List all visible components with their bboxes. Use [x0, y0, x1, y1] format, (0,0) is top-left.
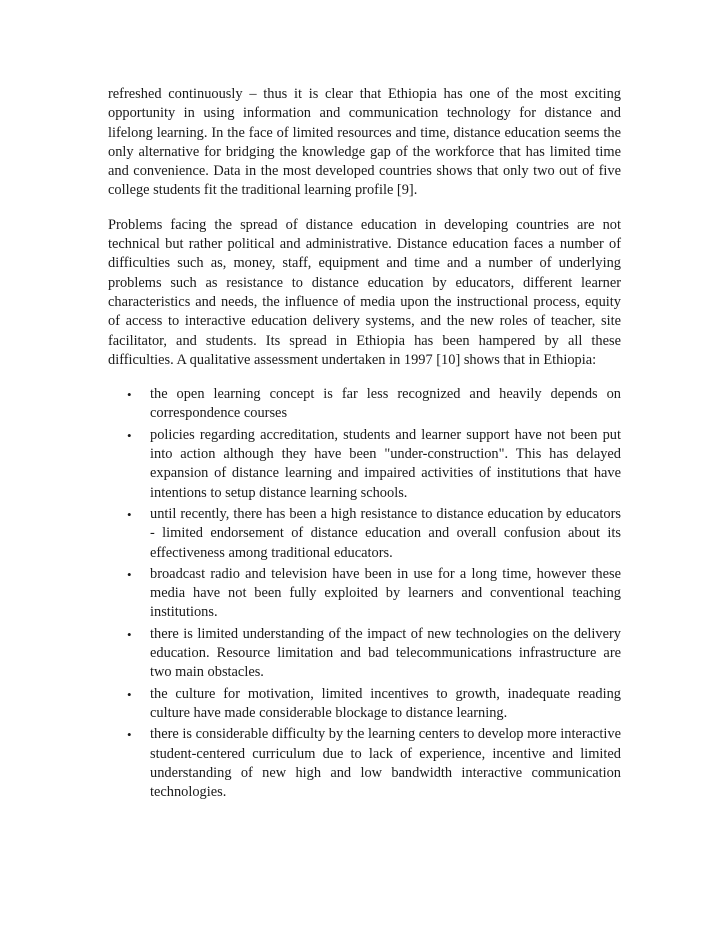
- list-item-text: there is considerable difficulty by the learning centers to develop more interactive student-centered curriculum due to lack of experience, incentive and limited understanding of new high and low bandwidth interactive communication technologies.: [150, 726, 621, 801]
- bullet-icon: •: [127, 427, 132, 443]
- bullet-icon: •: [127, 506, 132, 522]
- list-item: [108, 625, 621, 683]
- list-item: [108, 426, 621, 503]
- paragraph-ict-opportunity: refreshed continuously – thus it is clear that Ethiopia has one of the most exciting opportunity in using information and communication technology for distance and lifelong learning. In the face of limited resources and time, distance education seems the only alternative for bridging the knowledge gap of the workforce that has limited time and convenience. Data in the most developed countries shows that only two out of five college students fit the traditional learning profile [9].: [108, 86, 621, 199]
- bullet-icon: •: [127, 566, 132, 582]
- list-item: [108, 685, 621, 724]
- bullet-icon: •: [127, 387, 132, 403]
- bullet-icon: •: [127, 727, 132, 743]
- list-item: [108, 505, 621, 563]
- list-item-text: broadcast radio and television have been in use for a long time, however these media have not been fully exploited by learners and conventional teaching institutions.: [150, 565, 621, 621]
- list-item: [108, 385, 621, 424]
- assessment-bullet-list: [108, 385, 621, 802]
- list-item-text: policies regarding accreditation, students and learner support have not been put into action although they have been "under-construction". This has delayed expansion of distance learning and impaired activities of institutions that have intentions to setup distance learning schools.: [150, 426, 621, 501]
- paragraph-problems: Problems facing the spread of distance education in developing countries are not technical but rather political and administrative. Distance education faces a number of difficulties such as, money, staff, equipment and time and a number of underlying problems such as resistance to distance education by educators, different learner characteristics and needs, the influence of media upon the instructional process, equity of access to interactive education delivery systems, and the new roles of teacher, site facilitator, and students. Its spread in Ethiopia has been hampered by all these difficulties. A qualitative assessment undertaken in 1997 [10] shows that in Ethiopia:: [108, 216, 621, 368]
- document-page: [108, 85, 621, 804]
- bullet-icon: •: [127, 686, 132, 702]
- list-item-text: until recently, there has been a high resistance to distance education by educators - limited endorsement of distance education and overall confusion about its effectiveness among traditional educators.: [150, 505, 621, 561]
- list-item-text: the open learning concept is far less recognized and heavily depends on correspondence courses: [150, 386, 621, 422]
- list-item-text: there is limited understanding of the impact of new technologies on the delivery education. Resource limitation and bad telecommunications infrastructure are two main obstacles.: [150, 625, 621, 681]
- list-item: [108, 565, 621, 623]
- list-item: [108, 725, 621, 802]
- bullet-icon: •: [127, 626, 132, 642]
- list-item-text: the culture for motivation, limited incentives to growth, inadequate reading culture have made considerable blockage to distance learning.: [150, 685, 621, 721]
